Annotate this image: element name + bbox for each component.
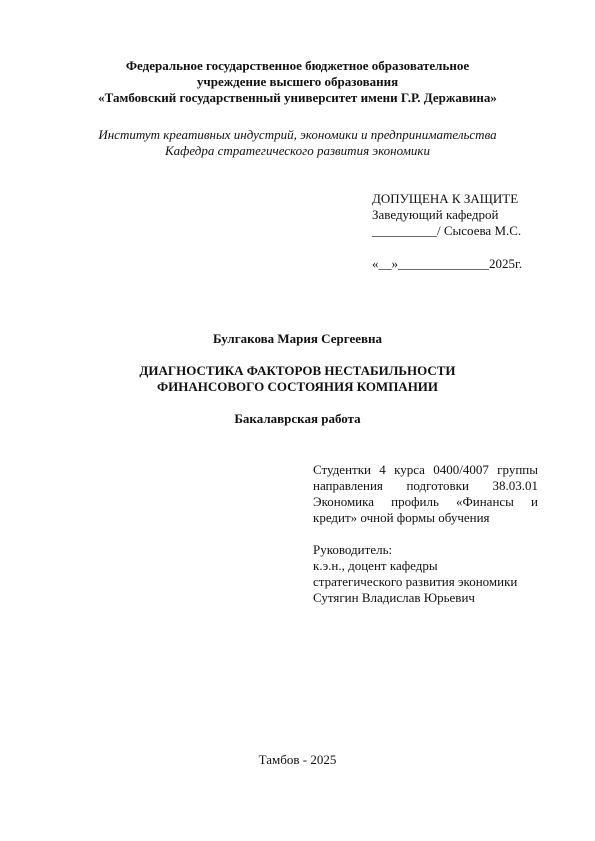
thesis-title-line-1: ДИАГНОСТИКА ФАКТОРОВ НЕСТАБИЛЬНОСТИ (139, 363, 456, 378)
author-name: Булгакова Мария Сергеевна (212, 331, 382, 346)
student-info-line-3: Экономика профиль «Финансы и (313, 494, 538, 509)
thesis-title-line-2: ФИНАНСОВОГО СОСТОЯНИЯ КОМПАНИИ (156, 379, 439, 394)
supervisor-department: стратегического развития экономики (313, 574, 518, 589)
student-info (313, 462, 538, 526)
header-line-3: «Тамбовский государственный университет имени Г.Р. Державина» (98, 90, 497, 105)
header-line-2: учреждение высшего образования (196, 74, 399, 89)
student-info-line-1: Студентки 4 курса 0400/4007 группы (313, 462, 538, 477)
student-info-line-2: направления подготовки 38.03.01 (313, 478, 538, 493)
supervisor-block (313, 542, 538, 606)
footer-city-year: Тамбов - 2025 (258, 752, 337, 767)
supervisor-degree: к.э.н., доцент кафедры (313, 558, 438, 573)
approval-position: Заведующий кафедрой (372, 207, 499, 222)
work-type: Бакалаврская работа (234, 411, 361, 426)
approval-date: «__»______________2025г. (372, 256, 523, 271)
approval-signature: __________/ Сысоева М.С. (372, 223, 522, 238)
student-info-line-4: кредит» очной формы обучения (313, 510, 490, 525)
supervisor-name: Сутягин Владислав Юрьевич (313, 590, 475, 605)
institute-line: Институт креативных индустрий, экономики и предпринимательства (98, 127, 497, 142)
department-line: Кафедра стратегического развития экономики (164, 143, 431, 158)
supervisor-label: Руководитель: (313, 542, 393, 557)
header-line-1: Федеральное государственное бюджетное образовательное (125, 58, 470, 73)
approval-title: ДОПУЩЕНА К ЗАЩИТЕ (372, 191, 519, 206)
